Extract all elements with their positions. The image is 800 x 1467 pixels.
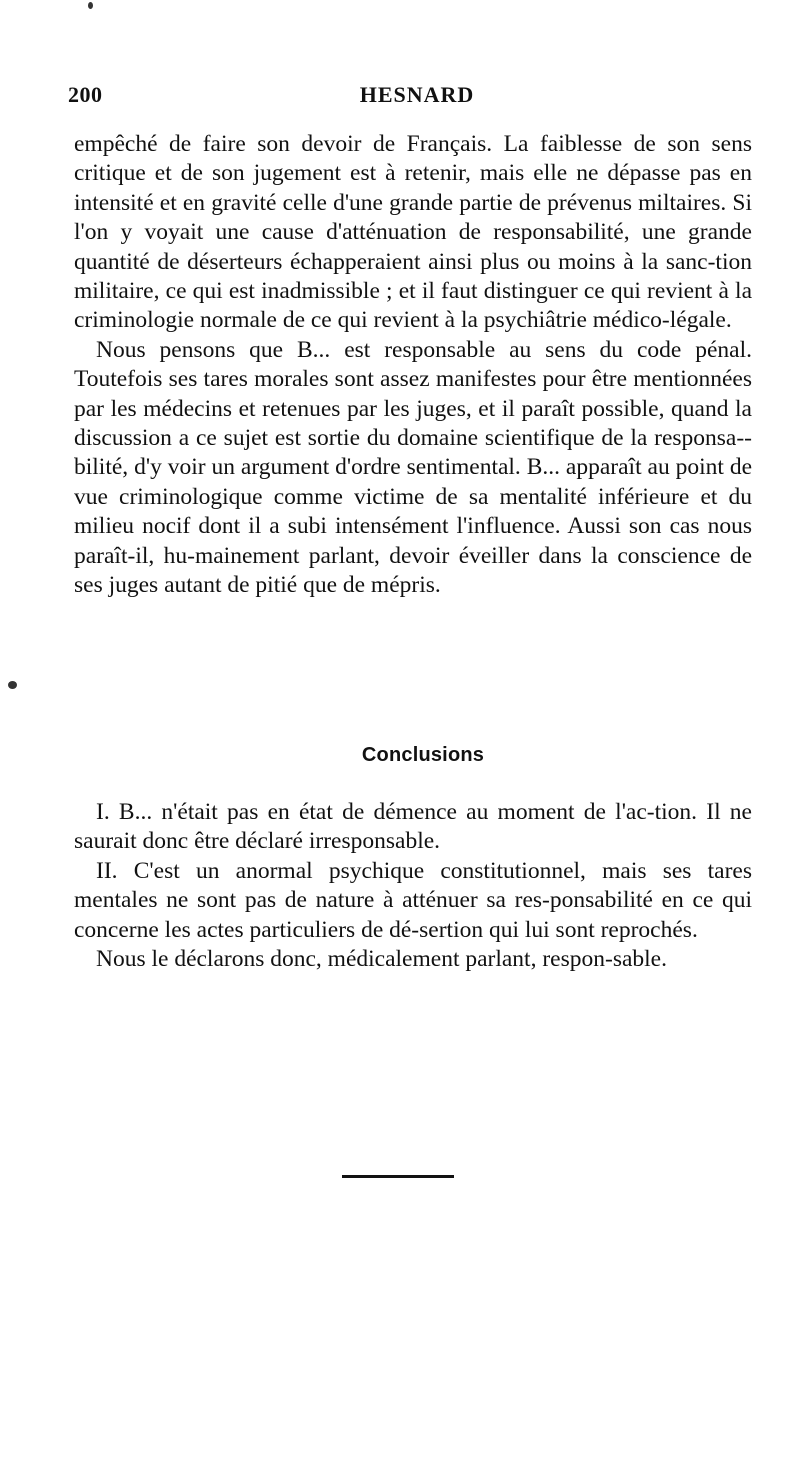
conclusion-item: I. B... n'était pas en état de démence au moment de l'ac-tion. Il ne saurait donc être déclaré irresponsable.: [74, 799, 752, 855]
conclusions-list: [74, 798, 752, 974]
running-title: HESNARD: [359, 82, 475, 107]
print-speck: [88, 2, 93, 9]
section-heading: Conclusions: [361, 744, 485, 766]
paragraph: Nous pensons que B... est responsable au sens du code pénal. Toutefois ses tares morales sont assez manifestes pour être mentionnées par les médecins et retenues par les juges, et il paraît possible, quand la discussion a ce sujet est sortie du domaine scientifique de la responsa-bilité, d'y voir un argument d'ordre sentimental. B... apparaît au point de vue criminologique comme victime de sa mentalité inférieure et du milieu nocif dont il a subi intensément l'influence. Aussi son cas nous paraît-il, hu-mainement parlant, devoir éveiller dans la conscience de ses juges autant de pitié que de mépris.: [74, 336, 752, 599]
conclusion-item: Nous le déclarons donc, médicalement parlant, respon-sable.: [96, 946, 667, 973]
print-speck: [8, 681, 17, 689]
running-head: [68, 82, 752, 112]
end-rule-divider: [342, 1175, 454, 1178]
paragraph: empêché de faire son devoir de Français. La faiblesse de son sens critique et de son jugement est à retenir, mais elle ne dépasse pas en intensité et en gravité celle d'une grande partie de prévenus miltaires. Si l'on y voyait une cause d'atténuation de responsabilité, une grande quantité de déserteurs échapperaient ainsi plus ou moins à la sanc-tion militaire, ce qui est inadmissible ; et il faut distinguer ce qui revient à la criminologie normale de ce qui revient à la psychiâtrie médico-légale.: [74, 131, 752, 334]
conclusion-item: II. C'est un anormal psychique constitutionnel, mais ses tares mentales ne sont pas de nature à atténuer sa res-ponsabilité en ce qui concerne les actes particuliers de dé-sertion qui lui sont reprochés.: [74, 857, 752, 943]
page-number: 200: [68, 82, 103, 107]
body-text: [74, 130, 752, 601]
